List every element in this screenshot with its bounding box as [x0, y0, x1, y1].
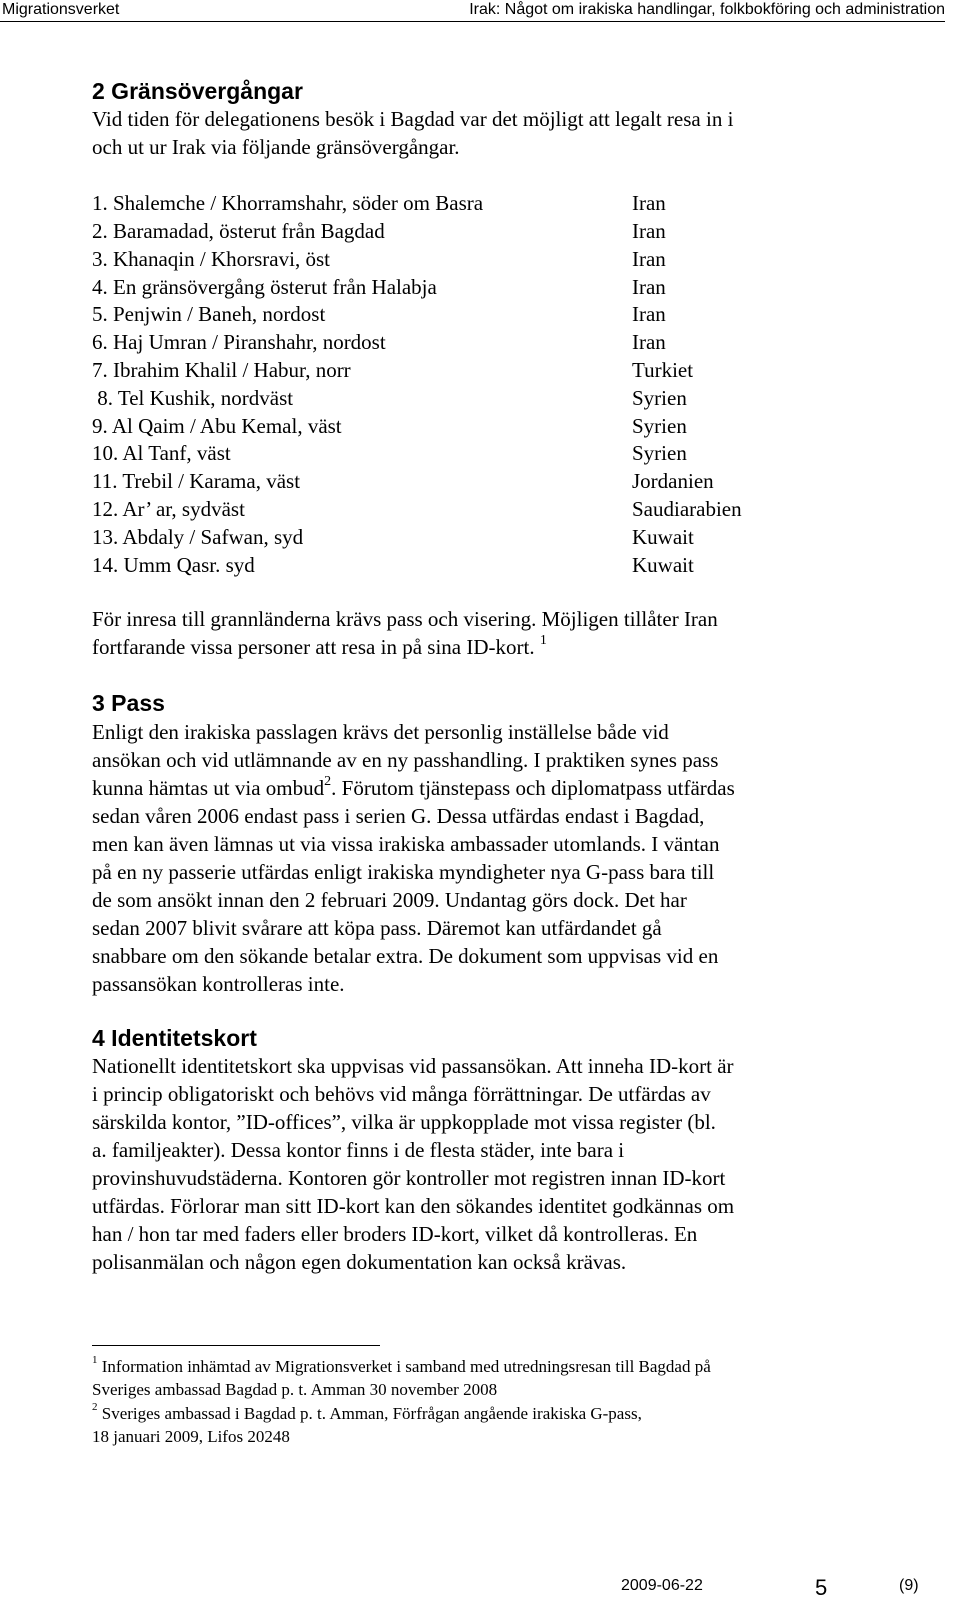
- list-item: [92, 384, 812, 412]
- crossing-country: Kuwait: [632, 525, 694, 549]
- crossing-place: 7. Ibrahim Khalil / Habur, norr: [92, 358, 351, 382]
- crossing-place: 12. Ar’ ar, sydväst: [92, 497, 245, 521]
- footnote-number: 2: [92, 1401, 98, 1414]
- closing-text: fortfarande vissa personer att resa in på sina ID-kort.: [92, 635, 535, 659]
- line-text: . Förutom tjänstepass och diplomatpass utfärdas: [331, 776, 735, 800]
- footnote-line: [92, 1355, 711, 1378]
- footer-date: 2009-06-22: [621, 1577, 703, 1594]
- list-item: [92, 495, 812, 523]
- section4-body: [92, 1052, 872, 1276]
- crossing-country: Syrien: [632, 441, 687, 465]
- list-item: [92, 523, 812, 551]
- list-item: [92, 551, 812, 579]
- paragraph-line: passansökan kontrolleras inte.: [92, 972, 345, 996]
- footnote-2: [92, 1402, 642, 1448]
- crossing-place: 8. Tel Kushik, nordväst: [92, 386, 294, 410]
- crossing-place: 5. Penjwin / Baneh, nordost: [92, 302, 326, 326]
- list-item: [92, 273, 812, 301]
- header-divider: [0, 21, 945, 22]
- paragraph-line: och ut ur Irak via följande gränsövergångar.: [92, 135, 460, 159]
- crossing-place: 11. Trebil / Karama, väst: [92, 469, 301, 493]
- paragraph-line: de som ansökt innan den 2 februari 2009. Undantag görs dock. Det har: [92, 888, 687, 912]
- paragraph-line: Nationellt identitetskort ska uppvisas vid passansökan. Att inneha ID-kort är: [92, 1054, 734, 1078]
- section-heading-identity-cards: 4 Identitetskort: [92, 1025, 257, 1051]
- crossing-country: Iran: [632, 275, 666, 299]
- list-item: [92, 356, 812, 384]
- footer-page-number: 5: [815, 1575, 828, 1600]
- footnote-ref-1[interactable]: 1: [539, 633, 547, 648]
- paragraph-line: ansökan och vid utlämnande av en ny passhandling. I praktiken synes pass: [92, 748, 719, 772]
- paragraph-line: För inresa till grannländerna krävs pass och visering. Möjligen tillåter Iran: [92, 607, 718, 631]
- list-item: [92, 245, 812, 273]
- section-heading-border-crossings: 2 Gränsövergångar: [92, 78, 303, 104]
- crossing-place: 9. Al Qaim / Abu Kemal, väst: [92, 414, 342, 438]
- footnote-text: Information inhämtad av Migrationsverket i samband med utredningsresan till Bagdad på: [101, 1357, 711, 1376]
- paragraph-line: men kan även lämnas ut via vissa irakiska ambassader utomlands. I väntan: [92, 832, 720, 856]
- crossing-country: Iran: [632, 247, 666, 271]
- footnote-1: [92, 1355, 711, 1401]
- crossing-place: 14. Umm Qasr. syd: [92, 553, 255, 577]
- paragraph-line: polisanmälan och någon egen dokumentation kan också krävas.: [92, 1250, 627, 1274]
- crossing-country: Iran: [632, 302, 666, 326]
- list-item: [92, 217, 812, 245]
- paragraph-line: [92, 774, 872, 802]
- paragraph-line: sedan 2007 blivit svårare att köpa pass. Däremot kan utfärdandet gå: [92, 916, 662, 940]
- crossing-place: 3. Khanaqin / Khorsravi, öst: [92, 247, 330, 271]
- paragraph-line: a. familjeakter). Dessa kontor finns i de flesta städer, inte bara i: [92, 1138, 625, 1162]
- crossing-country: Syrien: [632, 386, 687, 410]
- list-item: [92, 412, 812, 440]
- footnote-text: Sveriges ambassad i Bagdad p. t. Amman, Förfrågan angående irakiska G-pass,: [101, 1404, 642, 1423]
- list-item: [92, 467, 812, 495]
- section2-closing: [92, 605, 872, 661]
- crossing-place: 6. Haj Umran / Piranshahr, nordost: [92, 330, 386, 354]
- footnote-line: [92, 1402, 642, 1425]
- crossing-country: Iran: [632, 219, 666, 243]
- section-heading-passports: 3 Pass: [92, 690, 165, 716]
- list-item: [92, 439, 812, 467]
- crossing-country: Syrien: [632, 414, 687, 438]
- crossing-country: Turkiet: [632, 358, 694, 382]
- header-document-title: Irak: Något om irakiska handlingar, folkbokföring och administration: [469, 1, 945, 18]
- crossing-country: Iran: [632, 191, 666, 215]
- list-item: [92, 328, 812, 356]
- paragraph-line: Vid tiden för delegationens besök i Bagdad var det möjligt att legalt resa in i: [92, 107, 734, 131]
- header-organization: Migrationsverket: [2, 1, 120, 18]
- list-item: [92, 300, 812, 328]
- crossing-place: 2. Baramadad, österut från Bagdad: [92, 219, 385, 243]
- paragraph-line: sedan våren 2006 endast pass i serien G. Dessa utfärdas endast i Bagdad,: [92, 804, 705, 828]
- footnote-line: 18 januari 2009, Lifos 20248: [92, 1427, 290, 1446]
- section3-body: [92, 718, 872, 998]
- paragraph-line: på en ny passerie utfärdas enligt irakiska myndigheter nya G-pass bara till: [92, 860, 715, 884]
- paragraph-line: i princip obligatoriskt och behövs vid många förrättningar. De utfärdas av: [92, 1082, 711, 1106]
- crossing-country: Iran: [632, 330, 666, 354]
- paragraph-line: [92, 633, 872, 661]
- paragraph-line: särskilda kontor, ”ID-offices”, vilka är uppkopplade mot vissa register (bl.: [92, 1110, 716, 1134]
- footer-page-total: (9): [899, 1577, 919, 1594]
- paragraph-line: utfärdas. Förlorar man sitt ID-kort kan den sökandes identitet godkännas om: [92, 1194, 735, 1218]
- crossing-place: 4. En gränsövergång österut från Halabja: [92, 275, 437, 299]
- paragraph-line: Enligt den irakiska passlagen krävs det personlig inställelse både vid: [92, 720, 669, 744]
- page-header: [0, 0, 945, 22]
- crossing-place: 10. Al Tanf, väst: [92, 441, 231, 465]
- crossing-country: Jordanien: [632, 469, 714, 493]
- crossing-place: 1. Shalemche / Khorramshahr, söder om Basra: [92, 191, 484, 215]
- list-item: [92, 189, 812, 217]
- line-text: kunna hämtas ut via ombud: [92, 776, 325, 800]
- footnote-number: 1: [92, 1354, 98, 1367]
- section2-intro: [92, 105, 872, 161]
- paragraph-line: han / hon tar med faders eller broders ID-kort, vilket då kontrolleras. En: [92, 1222, 698, 1246]
- crossing-country: Kuwait: [632, 553, 694, 577]
- paragraph-line: provinshuvudstäderna. Kontoren gör kontroller mot registren innan ID-kort: [92, 1166, 726, 1190]
- crossing-country: Saudiarabien: [632, 497, 742, 521]
- footnote-ref-2[interactable]: 2: [324, 774, 332, 789]
- footnote-line: Sveriges ambassad Bagdad p. t. Amman 30 november 2008: [92, 1380, 498, 1399]
- paragraph-line: snabbare om den sökande betalar extra. De dokument som uppvisas vid en: [92, 944, 719, 968]
- crossing-place: 13. Abdaly / Safwan, syd: [92, 525, 304, 549]
- footnote-divider: [92, 1345, 380, 1346]
